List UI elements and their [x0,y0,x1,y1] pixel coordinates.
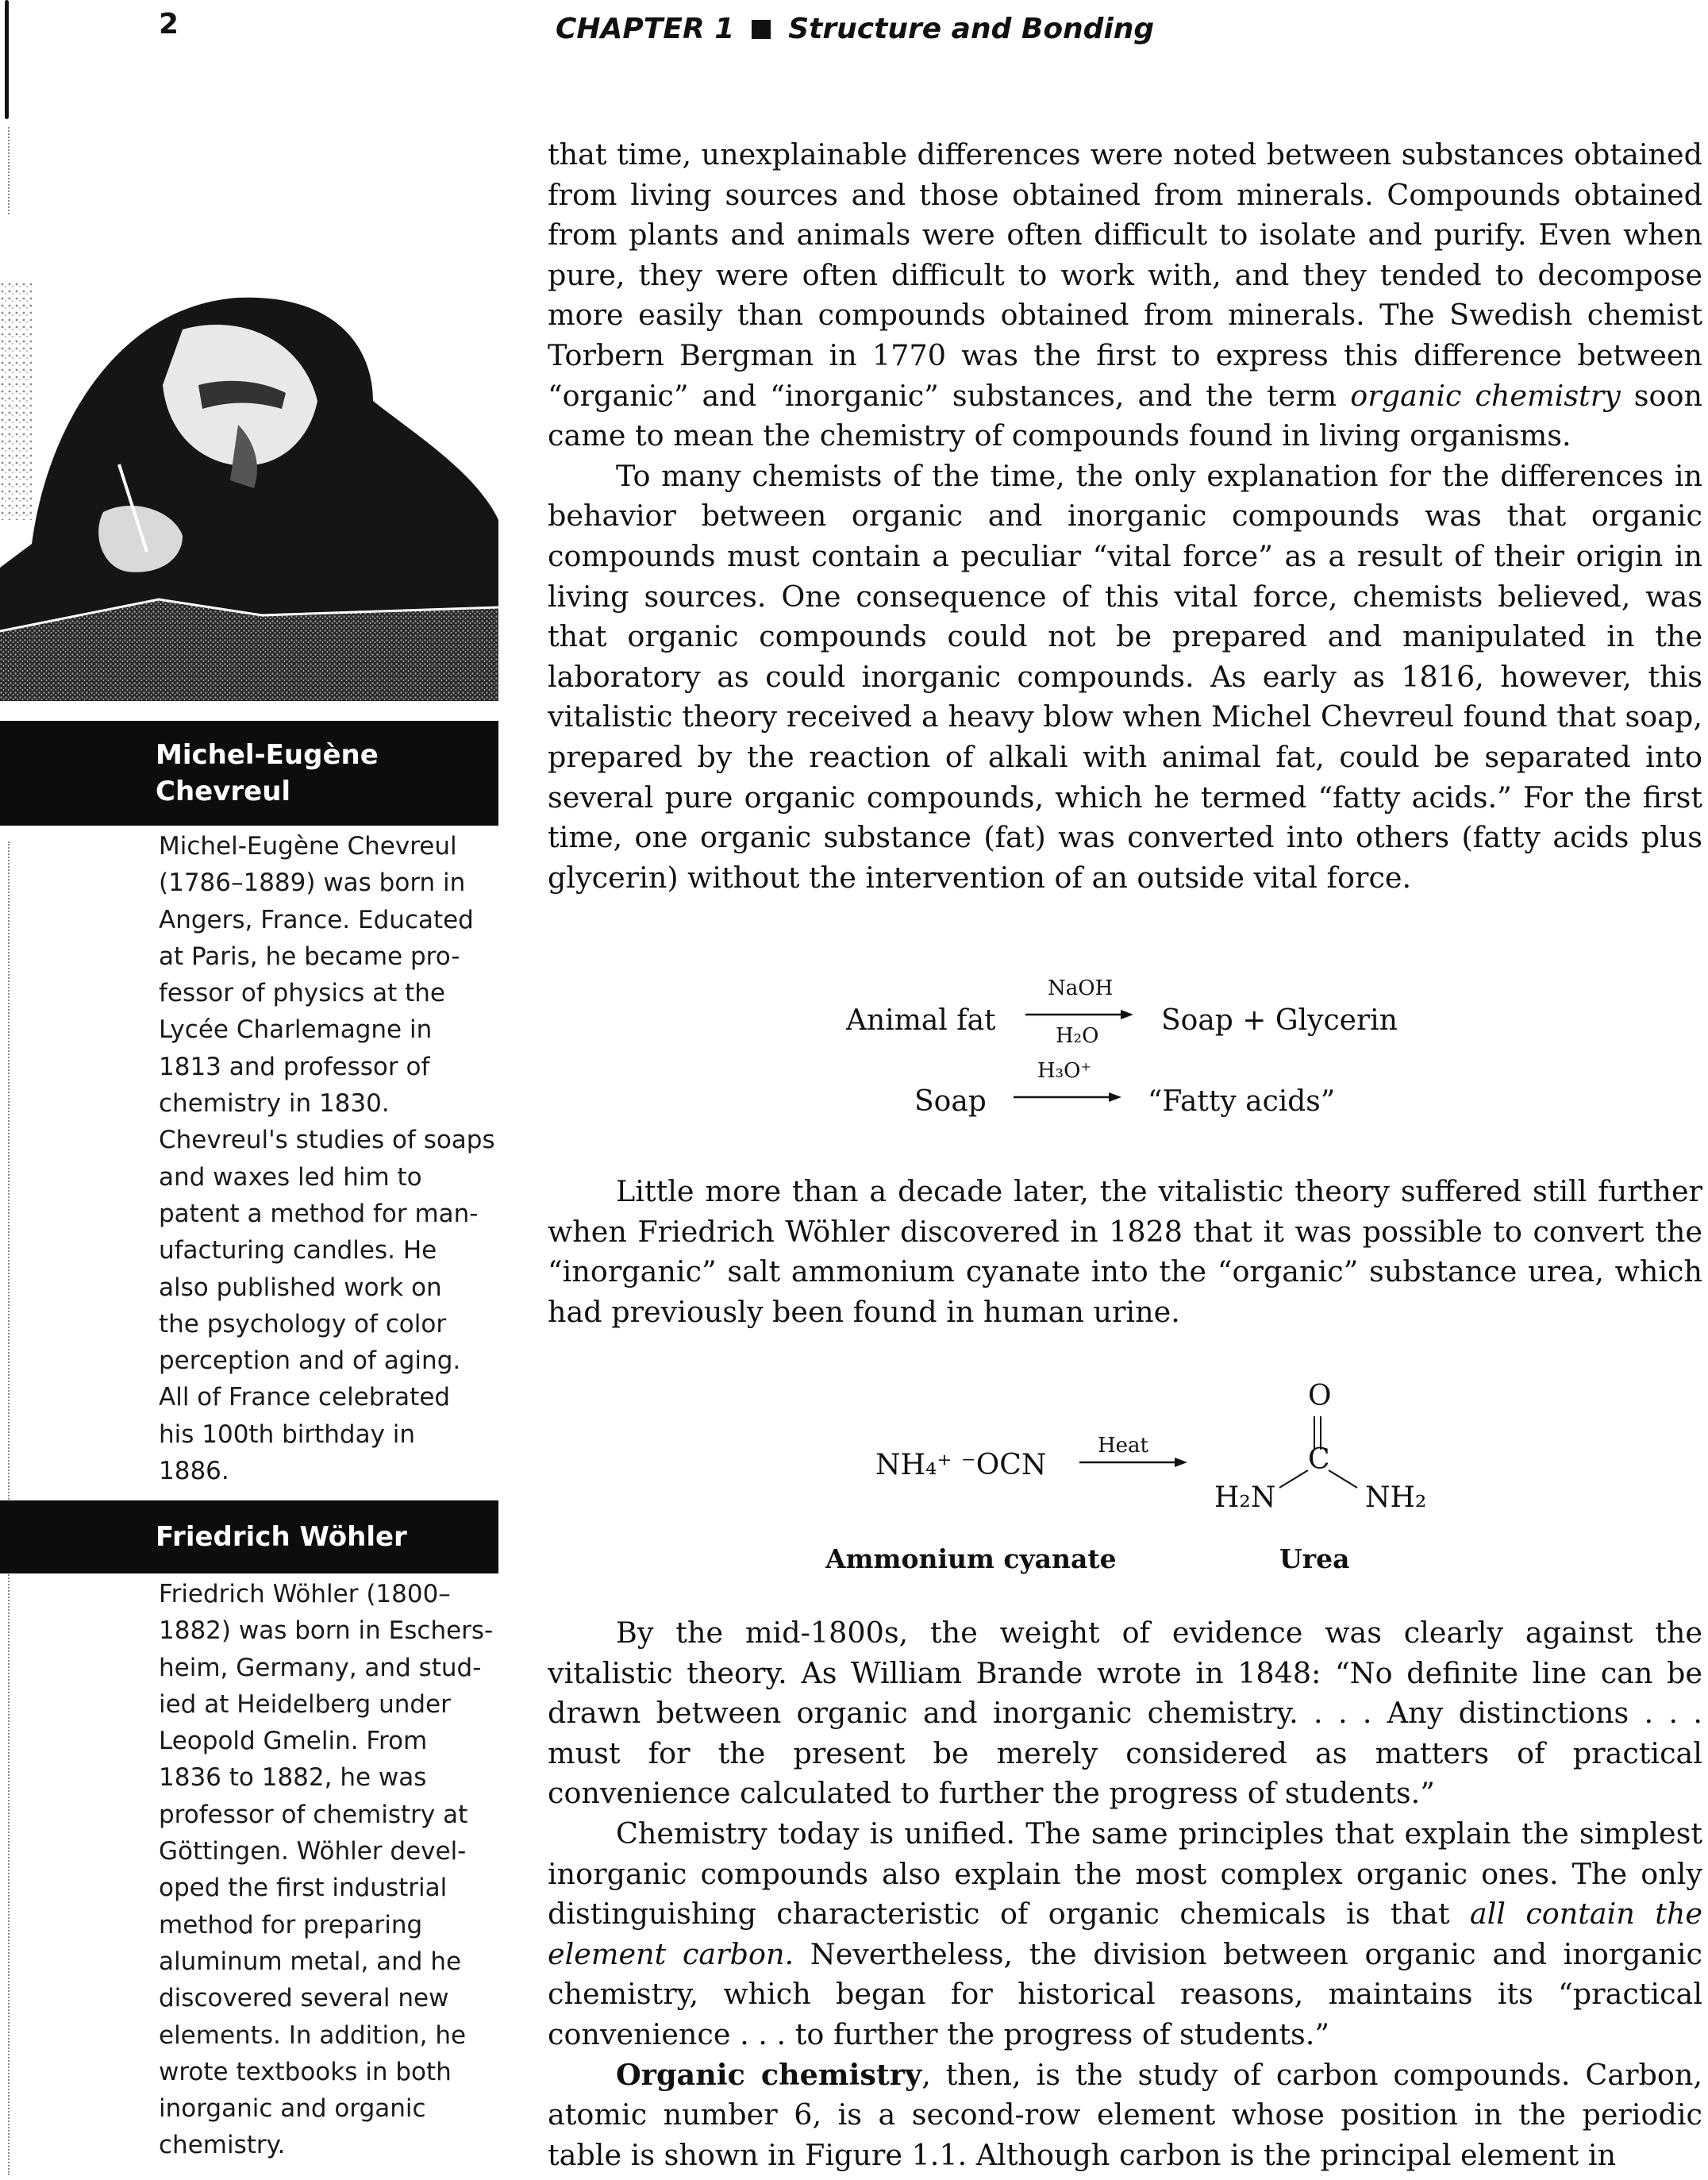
eq3-condition: Heat [1098,1434,1149,1458]
emphasis-text: organic chemistry [1350,378,1621,413]
reaction-arrow-icon [1012,1089,1123,1105]
sidebar-heading-chevreul [0,721,498,826]
main-text-middle [548,1172,1702,1332]
running-head [556,13,1154,45]
page-number: 2 [159,8,179,40]
paragraph: By the mid-1800s, the weight of evidence was clearly against the vitalistic theory. As William Brande wrote in 1848: “No definite line can be drawn between organic and inorganic chemistry. . . . Any distinctions . . . must for the present be merely considered as matters of practical convenience calculated to further the progress of students.” [548,1616,1702,1811]
text-run: , then, is the study of carbon compounds. Carbon, atomic number 6, is a second-row element whose position in the periodic table is shown in Figure 1.1. Although carbon is the principal element in [548,2057,1702,2172]
reaction-arrow-icon [1078,1454,1189,1470]
sidebar-heading-wohler: Friedrich Wöhler [0,1500,498,1573]
paragraph [548,135,1702,456]
eq2-reagent: H₃O⁺ [1037,1059,1092,1083]
urea-carbon: C [1308,1443,1330,1476]
emphasis-text: all contain the element carbon. [548,1897,1702,1971]
text-run: Nevertheless, the division between organic and inorganic chemistry, which began for historical reasons, maintains its “practical convenience . . . to further the progress of students.” [548,1936,1702,2051]
eq2-product: “Fatty acids” [1148,1085,1336,1118]
text-run: soon came to mean the chemistry of compounds found in living organisms. [548,378,1703,453]
chevreul-portrait-image [0,282,498,701]
urea-amine-right: NH₂ [1365,1481,1427,1514]
paragraph: To many chemists of the time, the only explanation for the differences in behavior between organic and inorganic compounds was that organic compounds must contain a peculiar “vital force” as a result of their origin in living sources. One consequence of this vital force, chemists believed, was that organic compounds could not be prepared and manipulated in the laboratory as could inorganic compounds. As early as 1816, however, this vitalistic theory received a heavy blow when Michel Chevreul found that soap, prepared by the reaction of alkali with animal fat, could be separated into several pure organic compounds, which he termed “fatty acids.” For the first time, one organic substance (fat) was converted into others (fatty acids plus glycerin) without the intervention of an outside vital force. [548,458,1702,895]
caption-ammonium-cyanate: Ammonium cyanate [825,1543,1117,1574]
square-bullet-icon [752,20,771,39]
sidebar-bio-chevreul: Michel-Eugène Chevreul (1786–1889) was born in Angers, France. Educated at Paris, he became pro- fessor of physics at the Lycée Charlemagne in 1813 and professor of chemistry in 1830. Chevreul's studies of soaps and waxes led him to patent a method for man- ufacturing candles. He also published work on the psychology of color perception and of aging. All of France celebrated his 100th birthday in 1886. [159,832,495,1486]
chapter-title: Structure and Bonding [788,13,1155,45]
key-term: Organic chemistry [616,2057,922,2092]
urea-amine-left: H₂N [1214,1481,1276,1514]
main-text-upper [548,135,1702,898]
chevreul-name-line2: Chevreul [156,776,291,807]
chapter-label: CHAPTER 1 [556,13,735,45]
text-run: Chemistry today is unified. The same principles that explain the simplest inorganic compounds also explain the most complex organic ones. The only distinguishing characteristic of organic chemicals is that [548,1816,1702,1932]
chevreul-name-line1: Michel-Eugène [156,739,379,771]
text-run: that time, unexplainable differences were noted between substances obtained from living sources and those obtained from minerals. Compounds obtained from plants and animals were often difficult to isolate and purify. Even when pure, they were often difficult to work with, and they tended to decompose more easily than compounds obtained from minerals. The Swedish chemist Torbern Bergman in 1770 was the first to express this difference between “organic” and “inorganic” substances, and the term [548,137,1702,413]
eq1-products: Soap + Glycerin [1161,1004,1398,1037]
eq1-reactant: Animal fat [846,1004,996,1037]
eq3-reactant: NH₄⁺ ⁻OCN [875,1449,1047,1481]
sidebar-bio-wohler: Friedrich Wöhler (1800– 1882) was born in Eschers- heim, Germany, and stud- ied at Heidelberg under Leopold Gmelin. From 1836 to 1882, he was professor of chemistry at Göttingen. Wöhler devel- oped the first industrial method for preparing aluminum metal, and he discovered several new elements. In addition, he wrote textbooks in both inorganic and organic chemistry. [159,1580,494,2160]
eq1-reagent: NaOH [1048,976,1114,1000]
reaction-arrow-icon [1024,1007,1135,1023]
eq1-solvent: H₂O [1056,1024,1099,1048]
caption-urea: Urea [1279,1543,1350,1574]
paragraph [548,1814,1702,2055]
urea-oxygen: O [1308,1380,1332,1412]
margin-dots [8,127,10,214]
paragraph [548,2055,1702,2176]
binding-mark [5,0,9,119]
main-text-lower [548,1613,1702,2175]
eq2-reactant: Soap [914,1085,987,1118]
paragraph: Little more than a decade later, the vitalistic theory suffered still further when Friedrich Wöhler discovered in 1828 that it was possible to convert the “inorganic” salt ammonium cyanate into the “organic” substance urea, which had previously been found in human urine. [548,1174,1702,1329]
